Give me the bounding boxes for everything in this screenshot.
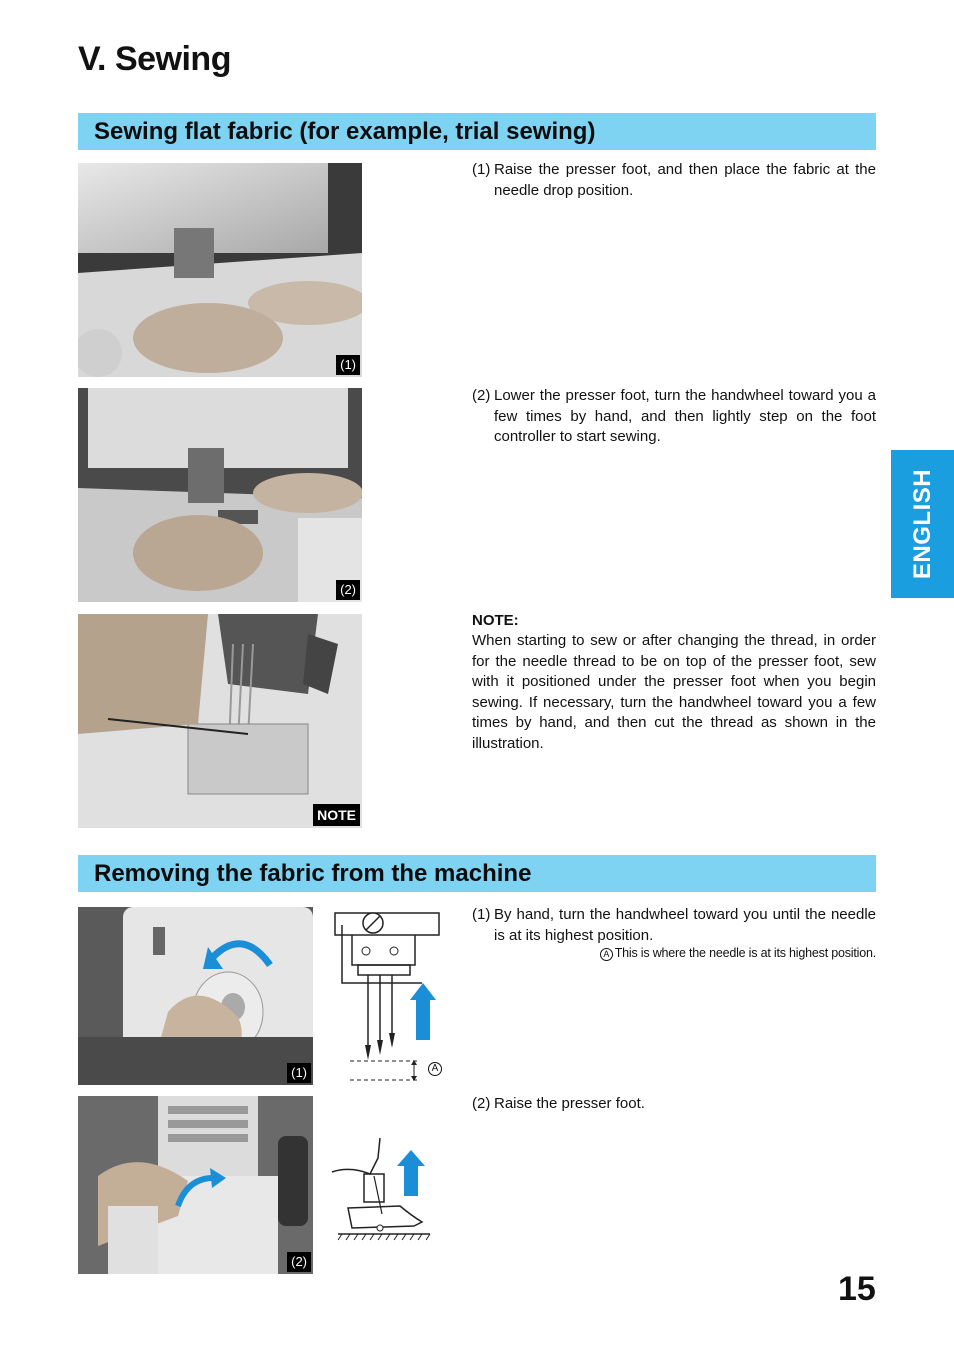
section-heading-removing-fabric: Removing the fabric from the machine xyxy=(78,855,876,892)
needle-highest-note-text: This is where the needle is at its highest position. xyxy=(614,946,876,960)
step-text: Raise the presser foot. xyxy=(494,1095,645,1112)
step-1-turn-handwheel xyxy=(472,905,876,946)
note-title: NOTE: xyxy=(472,612,519,629)
step-1-place-fabric xyxy=(472,160,876,201)
step-2-raise-presser-foot xyxy=(472,1094,876,1115)
photo-step-label: (2) xyxy=(336,580,360,600)
step-2-start-sewing xyxy=(472,386,876,448)
photo-step-label: (2) xyxy=(287,1252,311,1272)
diagram-raise-presser-foot xyxy=(330,1136,440,1246)
photo-place-fabric xyxy=(78,163,362,377)
page-title: V. Sewing xyxy=(78,40,231,78)
photo-cut-thread xyxy=(78,614,362,828)
photo-note-label: NOTE xyxy=(313,804,360,826)
step-text: By hand, turn the handwheel toward you until the needle is at its highest position. xyxy=(494,906,876,944)
step-number: (2) xyxy=(472,1095,491,1112)
page-number: 15 xyxy=(838,1270,876,1308)
diagram-marker-a: A xyxy=(428,1062,442,1076)
needle-highest-note xyxy=(560,946,876,961)
step-text: Lower the presser foot, turn the handwheel toward you a few times by hand, and then lightly step on the foot controller to start sewing. xyxy=(494,387,876,445)
photo-step-label: (1) xyxy=(287,1063,311,1083)
photo-raise-presser-foot xyxy=(78,1096,313,1274)
photo-step-label: (1) xyxy=(336,355,360,375)
step-number: (1) xyxy=(472,161,491,178)
section-heading-sewing-flat-fabric: Sewing flat fabric (for example, trial sewing) xyxy=(78,113,876,150)
photo-turn-handwheel xyxy=(78,907,313,1085)
note-body: When starting to sew or after changing the thread, in order for the needle thread to be on top of the presser foot, sew with it positioned under the presser foot when you begin sewing. If necessary, turn the handwheel toward you a few times by hand, and then cut the thread as shown in the illustration. xyxy=(472,632,876,752)
language-tab-label: ENGLISH xyxy=(908,468,936,580)
diagram-needle-highest-position xyxy=(330,905,450,1085)
step-number: (2) xyxy=(472,387,491,404)
step-text: Raise the presser foot, and then place the fabric at the needle drop position. xyxy=(494,161,876,199)
marker-a: A xyxy=(600,948,613,961)
photo-lower-presser-foot xyxy=(78,388,362,602)
step-number: (1) xyxy=(472,906,491,923)
language-tab xyxy=(891,450,954,598)
